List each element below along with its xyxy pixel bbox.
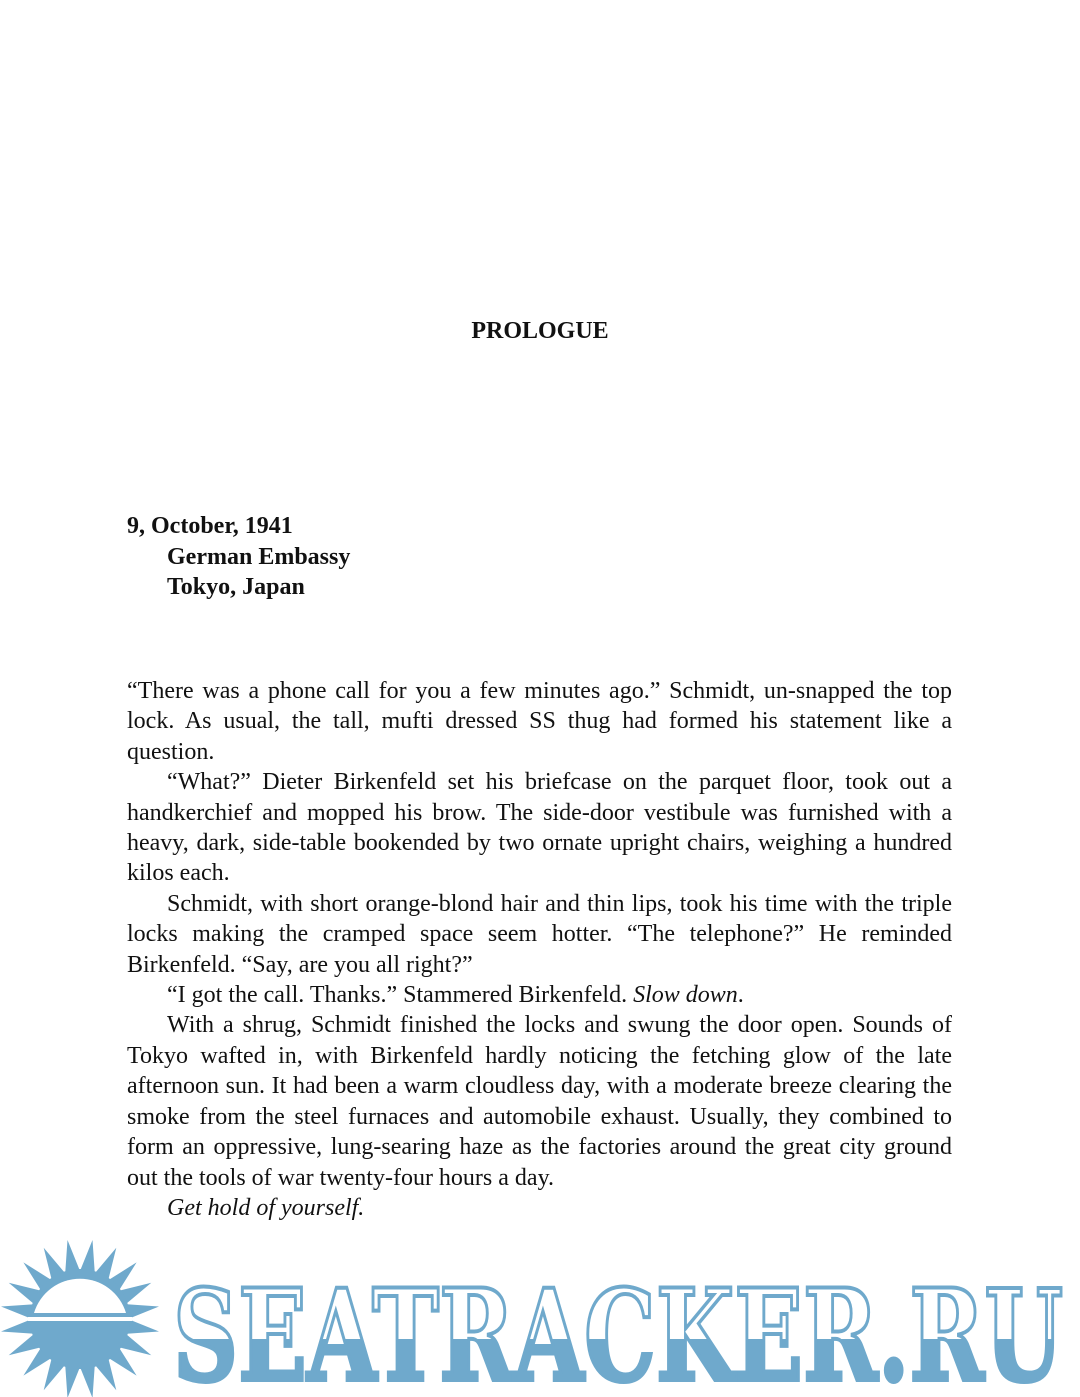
- page-title: PROLOGUE: [471, 318, 609, 344]
- paragraph-1: “There was a phone call for you a few minutes ago.” Schmidt, un-snapped the top lock. As usual, the tall, mufti dressed SS thug had formed his statement like a question.: [127, 678, 952, 765]
- body-text: [127, 676, 952, 1223]
- paragraph-5: With a shrug, Schmidt finished the locks and swung the door open. Sounds of Tokyo wafted in, with Birkenfeld hardly noticing the fetching glow of the late afternoon sun. It had been a warm cloudless day, with a moderate breeze clearing the smoke from the steel furnaces and automobile exhaust. Usually, they combined to form an oppressive, lung-searing haze as the factories around the great city ground out the tools of war twenty-four hours a day.: [127, 1012, 952, 1191]
- paragraph-2: “What?” Dieter Birkenfeld set his briefcase on the parquet floor, took out a handkerchief and mopped his brow. The side-door vestibule was furnished with a heavy, dark, side-table bookended by two ornate upright chairs, weighing a hundred kilos each.: [127, 769, 952, 887]
- sun-logo-icon: [1, 1240, 159, 1397]
- place-line-city: Tokyo, Japan: [167, 574, 305, 600]
- paragraph-4-text: “I got the call. Thanks.” Stammered Birkenfeld.: [167, 982, 634, 1009]
- paragraph-4-italic: Slow down: [633, 982, 738, 1009]
- location-header: [127, 511, 350, 603]
- date-line: 9, October, 1941: [127, 513, 293, 539]
- paragraph-4-after: .: [737, 982, 744, 1009]
- paragraph-4: [127, 980, 952, 1010]
- paragraph-3: Schmidt, with short orange-blond hair and thin lips, took his time with the triple locks making the cramped space seem hotter. “The telephone?” He reminded Birkenfeld. “Say, are you all right?”: [127, 890, 952, 978]
- watermark-text: SEATRACKER.RU: [173, 1262, 1063, 1397]
- paragraph-6-italic: Get hold of yourself.: [167, 1194, 365, 1221]
- paragraph-6: [127, 1193, 952, 1223]
- place-line-embassy: German Embassy: [167, 543, 351, 570]
- watermark: [0, 1235, 1080, 1397]
